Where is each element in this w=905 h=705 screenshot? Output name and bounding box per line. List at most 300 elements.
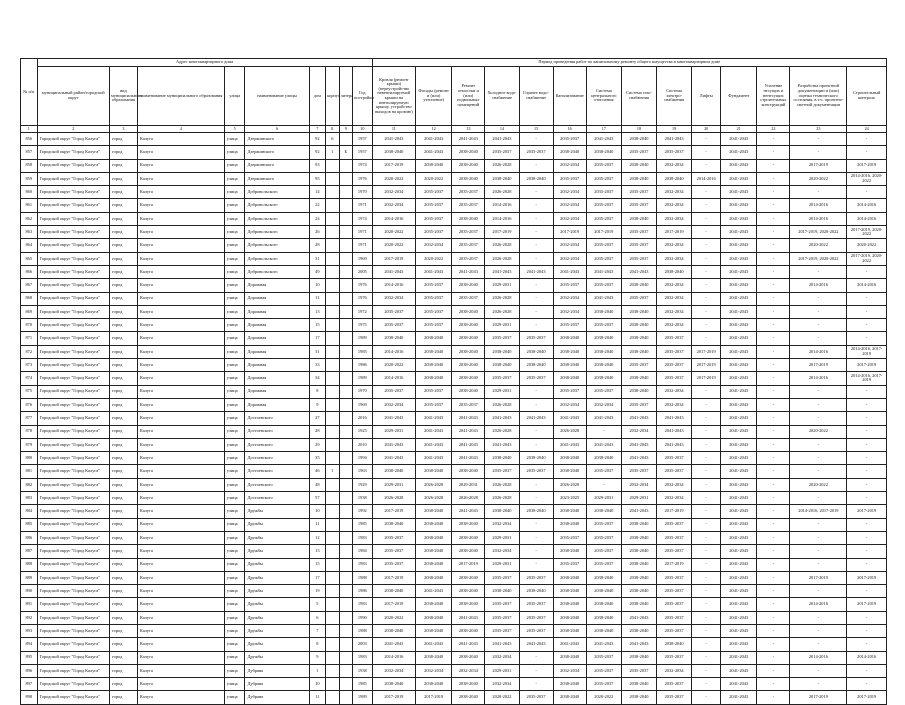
table-cell: - — [847, 638, 887, 651]
table-cell: 2035-2037 — [372, 545, 415, 558]
table-cell: 2041-2043 — [372, 133, 415, 146]
table-cell: - — [847, 558, 887, 571]
table-cell: 2026-2028 — [485, 398, 519, 411]
table-cell: 2035-2037 — [553, 133, 586, 146]
table-cell: - — [757, 292, 790, 305]
table-cell: 2041-2043 — [621, 505, 656, 518]
col-header: наименование муниципального образования — [137, 67, 224, 126]
table-cell: 8 — [309, 638, 326, 651]
col-header: дом — [309, 67, 326, 126]
table-cell: улица — [224, 425, 245, 438]
table-cell — [326, 186, 339, 199]
table-cell: 2038-2040 — [586, 359, 621, 372]
table-cell: город — [109, 465, 137, 478]
col-number: 11 — [372, 126, 415, 133]
table-cell: Добровольского — [245, 252, 309, 265]
table-cell: 2038-2040 — [416, 159, 452, 172]
col-number: 19 — [657, 126, 692, 133]
table-cell: 2041-2043 — [621, 412, 656, 425]
table-cell: 880 — [21, 452, 38, 465]
table-cell: 15 — [309, 558, 326, 571]
table-cell — [339, 226, 352, 239]
table-cell: 2017-2019 — [847, 159, 887, 172]
table-cell: - — [757, 452, 790, 465]
table-cell: 2035-2037 — [586, 279, 621, 292]
table-cell: улица — [224, 239, 245, 252]
table-cell: 2017-2019 — [847, 571, 887, 584]
table-cell: - — [757, 159, 790, 172]
table-cell: 2038-2040 — [553, 372, 586, 385]
table-cell: 2038-2040 — [485, 345, 519, 358]
table-cell: 2038-2040 — [657, 265, 692, 278]
table-cell: 897 — [21, 678, 38, 691]
table-cell: 2038-2040 — [485, 359, 519, 372]
table-cell — [339, 265, 352, 278]
table-cell: Калуга — [137, 345, 224, 358]
table-cell: 2041-2043 — [721, 438, 757, 451]
col-header: Горячее водо-снабжение — [519, 67, 553, 126]
table-cell: - — [692, 199, 721, 212]
table-cell: 2017-2019 — [692, 345, 721, 358]
table-cell: Достоевского — [245, 452, 309, 465]
table-cell — [339, 585, 352, 598]
table-cell: Калуга — [137, 146, 224, 159]
table-cell: 2035-2037 — [657, 531, 692, 544]
col-number: 1 — [21, 126, 38, 133]
table-cell: 885 — [21, 518, 38, 531]
table-cell: 2017-2019, 2020-2022 — [847, 226, 887, 239]
table-cell: 2041-2043 — [519, 412, 553, 425]
table-cell: 14 — [309, 186, 326, 199]
table-cell: 2038-2040 — [452, 598, 485, 611]
table-cell — [326, 478, 339, 491]
table-body — [21, 133, 887, 705]
table-cell: 898 — [21, 691, 38, 704]
table-cell: город — [109, 505, 137, 518]
table-cell: город — [109, 452, 137, 465]
table-cell — [326, 598, 339, 611]
table-cell: 2035-2037 — [485, 598, 519, 611]
table-cell: 13 — [309, 305, 326, 318]
table-cell: 2041-2043 — [657, 412, 692, 425]
table-row — [21, 265, 887, 278]
table-cell: Дорожная — [245, 345, 309, 358]
table-cell: 1971 — [353, 239, 373, 252]
table-cell: 2041-2043 — [586, 638, 621, 651]
table-cell: 860 — [21, 186, 38, 199]
table-cell: 883 — [21, 492, 38, 505]
table-cell: Городской округ "Город Калуга" — [37, 545, 109, 558]
table-cell: 2032-2034 — [485, 545, 519, 558]
table-cell: - — [757, 598, 790, 611]
table-cell: - — [757, 638, 790, 651]
table-cell: Дорожная — [245, 319, 309, 332]
table-cell: 2041-2043 — [721, 651, 757, 664]
col-number: 4 — [137, 126, 224, 133]
table-cell: 2038-2040 — [553, 505, 586, 518]
table-cell: 2035-2037 — [657, 571, 692, 584]
table-cell: 2038-2040 — [586, 332, 621, 345]
table-cell: улица — [224, 664, 245, 677]
table-cell: - — [692, 691, 721, 704]
table-cell: 2038-2040 — [452, 691, 485, 704]
table-cell: улица — [224, 492, 245, 505]
table-cell: 2041-2043 — [721, 585, 757, 598]
table-cell: 2038-2040 — [657, 172, 692, 185]
table-cell: улица — [224, 598, 245, 611]
table-cell: 2041-2043 — [721, 172, 757, 185]
table-cell: улица — [224, 638, 245, 651]
table-cell: 2017-2019 — [372, 598, 415, 611]
table-cell: город — [109, 412, 137, 425]
table-cell: 2041-2043 — [485, 133, 519, 146]
col-header: Год постройки — [353, 67, 373, 126]
table-cell: город — [109, 146, 137, 159]
table-cell: город — [109, 678, 137, 691]
table-cell: 2020-2022 — [372, 172, 415, 185]
table-cell: 2035-2037 — [485, 571, 519, 584]
table-cell: 2035-2037 — [586, 172, 621, 185]
table-cell: 2035-2037 — [586, 159, 621, 172]
table-cell: город — [109, 651, 137, 664]
table-cell: 2035-2037 — [586, 518, 621, 531]
table-cell: 2035-2037 — [621, 226, 656, 239]
table-cell: - — [757, 531, 790, 544]
table-cell — [339, 505, 352, 518]
table-cell: 2026-2028 — [485, 186, 519, 199]
col-header: Строительный контроль — [847, 67, 887, 126]
table-cell: 2041-2043 — [452, 638, 485, 651]
table-cell: - — [692, 545, 721, 558]
table-cell: Городской округ "Город Калуга" — [37, 638, 109, 651]
table-cell: 2041-2043 — [721, 252, 757, 265]
table-cell: - — [757, 172, 790, 185]
table-cell: 2035-2037 — [586, 664, 621, 677]
table-cell: Калуга — [137, 305, 224, 318]
table-cell — [339, 199, 352, 212]
table-cell: 1989 — [353, 332, 373, 345]
table-cell: 2038-2040 — [621, 212, 656, 225]
table-cell: 2035-2037 — [519, 624, 553, 637]
table-cell: 2035-2037 — [519, 372, 553, 385]
table-cell: - — [692, 478, 721, 491]
table-cell: 2038-2040 — [553, 598, 586, 611]
table-cell: 2035-2037 — [372, 558, 415, 571]
table-cell: 2017-2019 — [692, 372, 721, 385]
table-cell: 2038-2040 — [586, 611, 621, 624]
table-cell — [326, 212, 339, 225]
table-cell: 2035-2037 — [452, 292, 485, 305]
table-cell: Калуга — [137, 545, 224, 558]
table-cell: 29 — [309, 438, 326, 451]
table-cell: - — [519, 425, 553, 438]
table-cell: Калуга — [137, 624, 224, 637]
table-cell — [339, 133, 352, 146]
table-cell: - — [692, 452, 721, 465]
table-cell: - — [790, 412, 847, 425]
table-cell: 2035-2037 — [519, 465, 553, 478]
table-cell: город — [109, 332, 137, 345]
table-cell — [339, 651, 352, 664]
table-cell: Калуга — [137, 199, 224, 212]
table-cell: 2035-2037 — [621, 239, 656, 252]
table-cell: 2038-2040 — [416, 558, 452, 571]
table-cell: Дружбы — [245, 545, 309, 558]
table-cell: 2041-2043 — [721, 133, 757, 146]
table-cell: 2032-2034 — [657, 292, 692, 305]
table-cell: 1992 — [353, 505, 373, 518]
table-cell: 2038-2040 — [519, 345, 553, 358]
table-cell: 858 — [21, 159, 38, 172]
header-group-row — [21, 59, 887, 67]
table-cell: 2032-2034 — [657, 478, 692, 491]
table-cell: 1970 — [353, 385, 373, 398]
table-cell: 2035-2037 — [657, 465, 692, 478]
table-cell: 879 — [21, 438, 38, 451]
table-cell: 2041-2043 — [721, 545, 757, 558]
table-cell: Городской округ "Город Калуга" — [37, 598, 109, 611]
table-row — [21, 279, 887, 292]
table-cell: 2038-2040 — [452, 624, 485, 637]
table-cell: 2041-2043 — [721, 505, 757, 518]
table-cell: Достоевского — [245, 492, 309, 505]
table-cell: 2017-2019 — [372, 505, 415, 518]
table-cell — [326, 425, 339, 438]
table-cell: - — [757, 186, 790, 199]
table-cell: 2041-2043 — [485, 265, 519, 278]
table-cell: Дзержинского — [245, 146, 309, 159]
table-cell: 2032-2034 — [553, 239, 586, 252]
table-cell — [326, 611, 339, 624]
table-cell: 2035-2037 — [485, 465, 519, 478]
table-cell: 2041-2043 — [586, 133, 621, 146]
table-cell: 24 — [309, 212, 326, 225]
table-cell: - — [692, 505, 721, 518]
table-cell: 2017-2019 — [372, 252, 415, 265]
table-row — [21, 425, 887, 438]
col-number: 3 — [109, 126, 137, 133]
table-cell: 2035-2037 — [621, 398, 656, 411]
table-row — [21, 531, 887, 544]
table-cell: - — [757, 239, 790, 252]
table-cell: 2041-2043 — [721, 425, 757, 438]
table-cell: 2038-2040 — [621, 279, 656, 292]
table-cell: 2035-2037 — [485, 146, 519, 159]
table-cell: Добровольского — [245, 212, 309, 225]
table-cell: 15 — [309, 319, 326, 332]
table-cell: 2020-2022 — [372, 239, 415, 252]
table-cell: 2017-2019 — [452, 558, 485, 571]
table-cell: - — [692, 571, 721, 584]
table-cell: - — [692, 226, 721, 239]
table-cell: город — [109, 212, 137, 225]
table-cell: Городской округ "Город Калуга" — [37, 332, 109, 345]
table-cell: 1925 — [353, 425, 373, 438]
table-cell: - — [757, 305, 790, 318]
table-cell: Городской округ "Город Калуга" — [37, 398, 109, 411]
table-cell: 1986 — [353, 585, 373, 598]
table-cell: - — [692, 186, 721, 199]
table-cell: - — [692, 425, 721, 438]
table-cell: улица — [224, 146, 245, 159]
table-cell: 2035-2037 — [452, 398, 485, 411]
table-cell: 2032-2034 — [657, 186, 692, 199]
table-cell: - — [790, 664, 847, 677]
table-cell: - — [757, 279, 790, 292]
table-cell — [326, 226, 339, 239]
table-cell — [339, 345, 352, 358]
table-cell: Калуга — [137, 492, 224, 505]
table-cell: Калуга — [137, 398, 224, 411]
table-cell: - — [847, 452, 887, 465]
table-cell: - — [757, 332, 790, 345]
table-cell: 2035-2037 — [586, 252, 621, 265]
table-cell: 856 — [21, 133, 38, 146]
table-cell: - — [692, 598, 721, 611]
table-cell: 19 — [309, 585, 326, 598]
table-cell: - — [692, 133, 721, 146]
table-cell: 1 — [309, 664, 326, 677]
table-cell — [326, 332, 339, 345]
table-cell: Дружбы — [245, 624, 309, 637]
table-cell: - — [519, 159, 553, 172]
table-cell: 2035-2037 — [586, 212, 621, 225]
table-cell: 2020-2022 — [416, 252, 452, 265]
table-cell — [326, 239, 339, 252]
table-cell: 2029-2031 — [485, 558, 519, 571]
table-cell: Дзержинского — [245, 159, 309, 172]
table-cell: - — [757, 265, 790, 278]
table-cell — [326, 438, 339, 451]
col-header: Ремонт отмостки и (или) подвальных помещений — [452, 67, 485, 126]
table-cell — [339, 186, 352, 199]
table-cell: 2038-2040 — [621, 345, 656, 358]
table-cell: - — [757, 372, 790, 385]
col-number: 17 — [586, 126, 621, 133]
table-cell: 2020-2022 — [372, 226, 415, 239]
table-cell: 2041-2043 — [657, 425, 692, 438]
table-cell: 2014-2016 — [372, 345, 415, 358]
table-cell: 2032-2034 — [657, 252, 692, 265]
table-row — [21, 146, 887, 159]
table-cell: 2029-2031 — [485, 531, 519, 544]
table-cell: 2014-2016 — [847, 279, 887, 292]
table-cell: - — [519, 664, 553, 677]
table-cell: 2041-2043 — [519, 265, 553, 278]
table-row — [21, 226, 887, 239]
table-cell: 2017-2019 — [586, 226, 621, 239]
table-cell: 2035-2037 — [416, 212, 452, 225]
col-number: 21 — [721, 126, 757, 133]
table-cell — [326, 691, 339, 704]
table-cell: - — [790, 558, 847, 571]
table-cell — [326, 492, 339, 505]
table-cell: 1984 — [353, 545, 373, 558]
table-cell: 92 — [309, 146, 326, 159]
table-row — [21, 412, 887, 425]
table-cell: 2038-2040 — [416, 465, 452, 478]
table-cell: 2017-2019, 2020-2022 — [790, 226, 847, 239]
table-cell: 1971 — [353, 199, 373, 212]
table-cell: - — [519, 292, 553, 305]
table-cell: 2041-2043 — [721, 664, 757, 677]
table-cell: 13 — [309, 545, 326, 558]
table-cell: - — [519, 518, 553, 531]
table-cell: - — [692, 531, 721, 544]
table-cell: - — [847, 545, 887, 558]
table-cell: - — [692, 385, 721, 398]
table-cell: 2032-2034 — [553, 398, 586, 411]
table-cell: Городской округ "Город Калуга" — [37, 624, 109, 637]
table-cell — [339, 279, 352, 292]
table-cell: 2035-2037 — [657, 624, 692, 637]
col-number: 10 — [353, 126, 373, 133]
table-cell: Городской округ "Город Калуга" — [37, 212, 109, 225]
table-cell: 2038-2040 — [553, 624, 586, 637]
table-cell: город — [109, 385, 137, 398]
table-cell: - — [847, 438, 887, 451]
table-cell: 2041-2043 — [721, 691, 757, 704]
table-cell: 2026-2028 — [485, 252, 519, 265]
col-header: Канализование — [553, 67, 586, 126]
table-cell: 2035-2037 — [586, 186, 621, 199]
table-cell: - — [790, 585, 847, 598]
table-cell — [339, 319, 352, 332]
table-cell: 2038-2040 — [586, 452, 621, 465]
table-cell: 2032-2034 — [621, 425, 656, 438]
table-row — [21, 319, 887, 332]
table-cell: 2041-2043 — [721, 678, 757, 691]
table-cell: Калуга — [137, 332, 224, 345]
table-cell: 2032-2034 — [657, 239, 692, 252]
table-cell: - — [519, 226, 553, 239]
table-cell: Городской округ "Город Калуга" — [37, 252, 109, 265]
table-cell: 2032-2034 — [621, 478, 656, 491]
table-cell — [339, 239, 352, 252]
table-cell: - — [757, 438, 790, 451]
table-cell: 11 — [309, 292, 326, 305]
table-cell: - — [757, 425, 790, 438]
table-cell: город — [109, 545, 137, 558]
table-cell: 2038-2040 — [586, 305, 621, 318]
table-cell: 2041-2043 — [621, 611, 656, 624]
table-row — [21, 624, 887, 637]
table-cell: 2014-2016 — [790, 345, 847, 358]
table-cell: 2038-2040 — [372, 465, 415, 478]
table-cell: 2035-2037 — [621, 664, 656, 677]
table-cell: 2032-2034 — [372, 292, 415, 305]
table-row — [21, 332, 887, 345]
table-cell: - — [847, 398, 887, 411]
table-cell: - — [757, 505, 790, 518]
col-header: корпус — [326, 67, 339, 126]
table-cell: - — [847, 611, 887, 624]
table-cell: 2041-2043 — [721, 332, 757, 345]
table-cell: 881 — [21, 465, 38, 478]
table-cell: - — [692, 664, 721, 677]
table-cell: улица — [224, 478, 245, 491]
table-cell — [339, 678, 352, 691]
table-cell: 2032-2034 — [657, 279, 692, 292]
table-row — [21, 598, 887, 611]
table-cell: 1986 — [353, 359, 373, 372]
table-cell: 894 — [21, 638, 38, 651]
table-cell: 2038-2040 — [485, 452, 519, 465]
table-cell: 1971 — [353, 226, 373, 239]
table-cell: 2041-2043 — [721, 531, 757, 544]
table-cell: 2041-2043 — [452, 133, 485, 146]
table-cell: - — [586, 478, 621, 491]
